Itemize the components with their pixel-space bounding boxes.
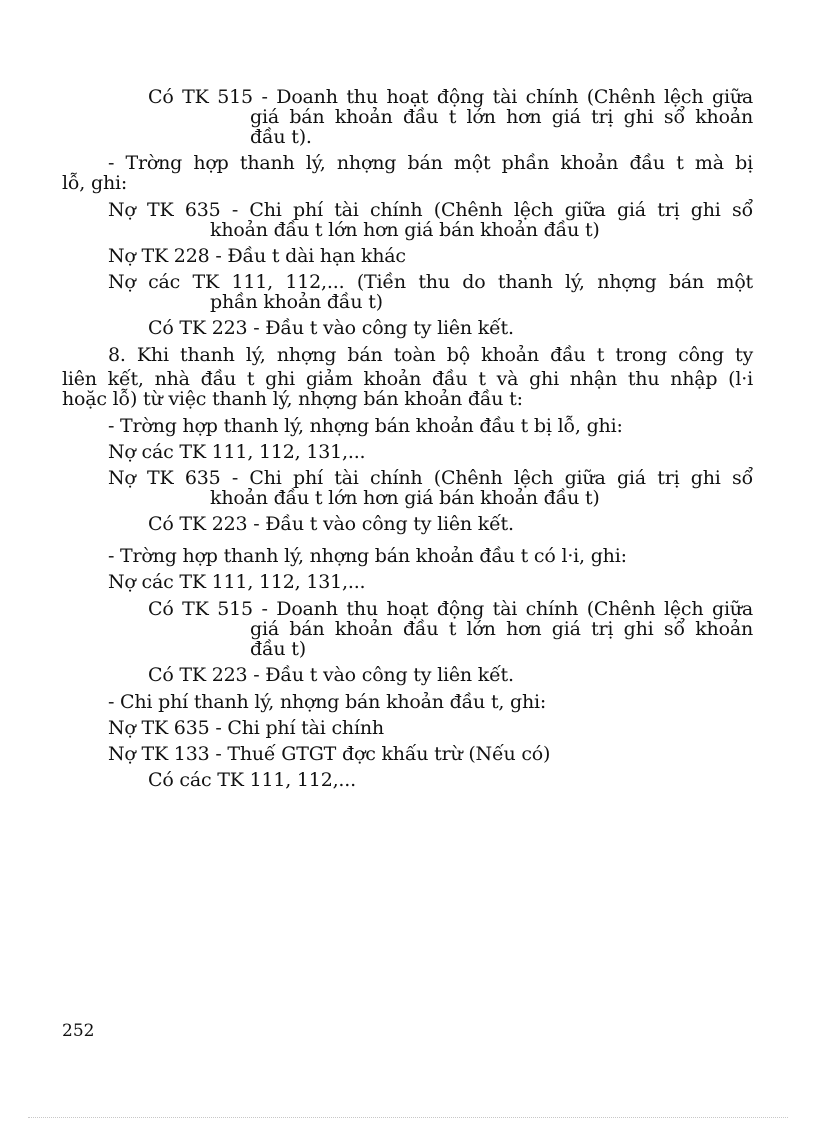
text-line: Nợ TK 133 - Thuế GTGT đợc khấu trừ (Nếu có) — [108, 743, 551, 765]
text-line: khoản đầu t lớn hơn giá bán khoản đầu t) — [210, 219, 600, 241]
text-line: Có TK 515 - Doanh thu hoạt động tài chính (Chênh lệch giữa — [148, 598, 753, 620]
text-line: - Chi phí thanh lý, nhợng bán khoản đầu t, ghi: — [108, 691, 547, 713]
text-line: Nợ các TK 111, 112, 131,... — [108, 441, 366, 463]
text-line: Có TK 223 - Đầu t vào công ty liên kết. — [148, 317, 514, 339]
text-line: Có các TK 111, 112,... — [148, 769, 356, 791]
text-line: 8. Khi thanh lý, nhợng bán toàn bộ khoản đầu t trong công ty — [108, 344, 753, 366]
text-line: giá bán khoản đầu t lớn hơn giá trị ghi sổ khoản — [250, 106, 753, 128]
text-line: Nợ các TK 111, 112, 131,... — [108, 571, 366, 593]
text-line: Có TK 223 - Đầu t vào công ty liên kết. — [148, 664, 514, 686]
footer-divider — [28, 1117, 788, 1118]
text-line: Có TK 515 - Doanh thu hoạt động tài chính (Chênh lệch giữa — [148, 86, 753, 108]
page-number: 252 — [62, 1021, 95, 1041]
text-line: phần khoản đầu t) — [210, 291, 383, 313]
text-line: lỗ, ghi: — [62, 172, 128, 194]
text-line: đầu t). — [250, 126, 312, 148]
text-line: giá bán khoản đầu t lớn hơn giá trị ghi sổ khoản — [250, 618, 753, 640]
text-line: hoặc lỗ) từ việc thanh lý, nhợng bán khoản đầu t: — [62, 388, 523, 410]
text-line: Có TK 223 - Đầu t vào công ty liên kết. — [148, 513, 514, 535]
text-line: - Trờng hợp thanh lý, nhợng bán một phần khoản đầu t mà bị — [108, 152, 753, 174]
text-line: Nợ TK 635 - Chi phí tài chính (Chênh lệch giữa giá trị ghi sổ — [108, 467, 753, 489]
text-line: Nợ các TK 111, 112,... (Tiền thu do thanh lý, nhợng bán một — [108, 271, 753, 293]
text-line: - Trờng hợp thanh lý, nhợng bán khoản đầu t bị lỗ, ghi: — [108, 415, 623, 437]
text-line: khoản đầu t lớn hơn giá bán khoản đầu t) — [210, 487, 600, 509]
text-line: đầu t) — [250, 638, 306, 660]
text-line: liên kết, nhà đầu t ghi giảm khoản đầu t và ghi nhận thu nhập (l·i — [62, 368, 753, 390]
text-line: Nợ TK 635 - Chi phí tài chính — [108, 717, 384, 739]
text-line: - Trờng hợp thanh lý, nhợng bán khoản đầu t có l·i, ghi: — [108, 545, 627, 567]
text-line: Nợ TK 228 - Đầu t dài hạn khác — [108, 245, 406, 267]
text-line: Nợ TK 635 - Chi phí tài chính (Chênh lệch giữa giá trị ghi sổ — [108, 199, 753, 221]
